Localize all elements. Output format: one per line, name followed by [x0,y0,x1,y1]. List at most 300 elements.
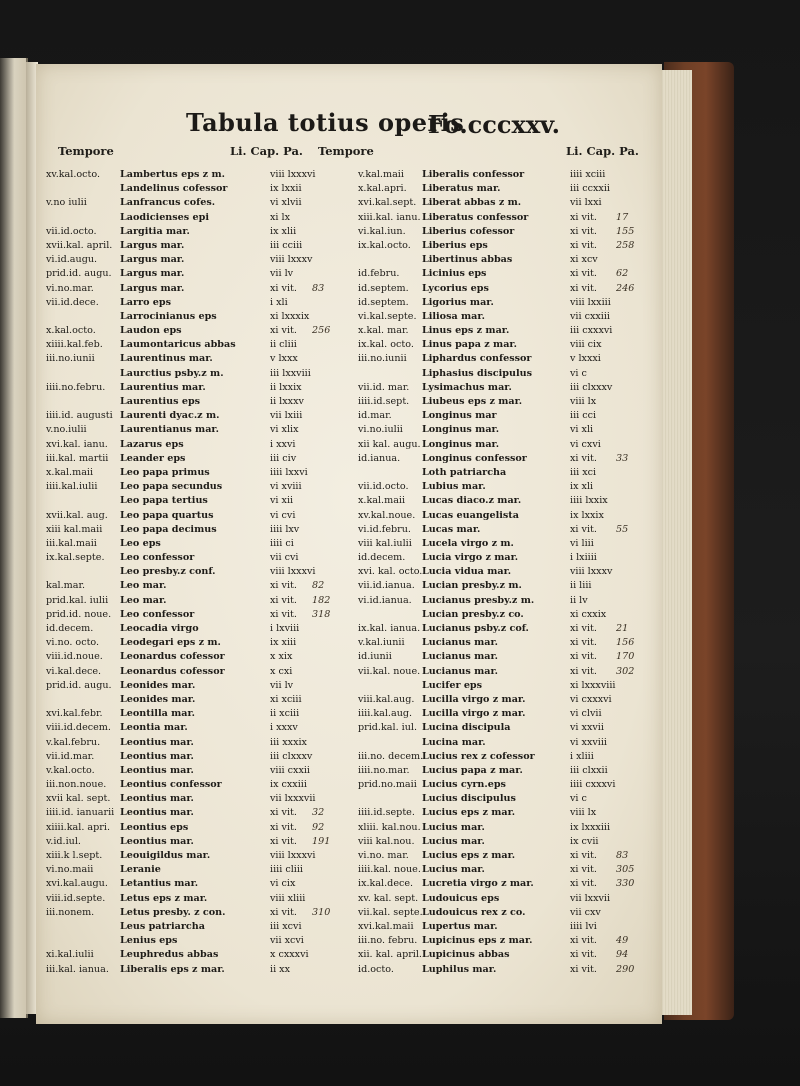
entry-name: Lucina discipula [422,722,511,734]
index-entry [46,267,351,281]
entry-reference: vi liii [570,537,594,549]
index-entry [358,282,654,296]
entry-reference: xi vit. [570,282,597,294]
entry-name: Larro eps [120,296,172,308]
index-entry [46,736,351,750]
entry-name: Laudon eps [120,325,182,337]
entry-date: vi.kal.iun. [358,225,406,237]
entry-reference: vi clvii [570,708,602,720]
left-header-lib-cap: Li. Cap. Pa. [230,144,303,158]
index-entry [358,665,654,679]
index-entry [358,310,654,324]
entry-name: Leontius mar. [120,793,194,805]
index-entry [46,764,351,778]
entry-name: Liberatus confessor [422,211,529,223]
entry-name: Ligorius mar. [422,296,494,308]
index-entry [358,892,654,906]
entry-date: vii.id.ianua. [358,580,415,592]
entry-leaf: 330 [616,878,635,890]
entry-name: Loth patriarcha [422,466,507,478]
entry-reference: viii lx [570,396,597,407]
entry-name: Leo eps [120,537,161,549]
entry-name: Leontius mar. [120,764,194,776]
index-entry [358,381,654,395]
index-entry [46,877,351,891]
entry-reference: x cxxxvi [270,949,309,961]
entry-reference: xi vit. [270,608,297,620]
index-entry [46,409,351,423]
entry-name: Lucian presby.z co. [422,608,524,620]
entry-reference: viii lxxxv [270,254,313,266]
entry-reference: ix lxxxiii [570,821,611,833]
folio-number: Fo.cccxxv. [428,110,561,139]
entry-leaf: 49 [616,935,629,947]
entry-date: xvi.kal.sept. [358,197,417,209]
entry-name: Lucretia virgo z mar. [422,878,534,890]
entry-name: Laumontaricus abbas [120,339,236,351]
entry-reference: i xxvi [270,438,296,450]
entry-date: iii.no.iunii [46,353,95,365]
entry-reference: xi vit. [270,821,297,833]
entry-date: xvi.kal.febr. [46,708,103,720]
index-entry [46,636,351,650]
entry-reference: viii xliii [270,892,306,904]
entry-date: prid.kal. iul. [358,722,418,734]
entry-name: Leontia mar. [120,722,188,734]
entry-date: ix.kal. ianua. [358,623,421,634]
entry-name: Liberius cofessor [422,225,515,237]
entry-date: ix.kal.septe. [46,552,105,564]
entry-name: Lupicinus eps z mar. [422,935,533,947]
entry-reference: viii lxxxv [570,566,613,578]
index-entry [46,423,351,437]
index-entry [46,906,351,920]
entry-leaf: 170 [616,651,635,663]
entry-reference: xi vit. [570,878,597,890]
index-entry [358,551,654,565]
index-entry [358,650,654,664]
entry-reference: ii lxxix [270,381,302,393]
entry-name: Lenius eps [120,935,178,947]
index-entry [358,480,654,494]
index-entry [358,182,654,196]
left-header-tempore: Tempore [58,144,114,158]
entry-reference: vii lxxxvii [270,793,316,805]
entry-leaf: 156 [616,637,635,649]
index-entry [358,622,654,636]
entry-reference: xi vit. [270,594,297,606]
entry-name: Laurentius mar. [120,381,206,393]
entry-name: Longinus mar. [422,438,500,450]
entry-date: vii.id.octo. [358,481,409,493]
entry-name: Leo presby.z conf. [120,566,216,578]
entry-date: v.id.iul. [46,835,81,847]
entry-name: Letantius mar. [120,878,199,890]
entry-date: iiii.kal. noue. [358,864,421,876]
entry-name: Leouigildus mar. [120,850,211,861]
entry-date: xvi. kal. octo. [358,566,423,578]
entry-name: Lucianus mar. [422,637,498,649]
entry-name: Largitia mar. [120,225,190,237]
entry-date: x.kal.maii [46,466,94,478]
index-entry [358,608,654,622]
index-entry [358,352,654,366]
entry-name: Letus eps z mar. [120,892,208,904]
entry-date: vii.id.mar. [46,750,95,762]
index-entry [46,296,351,310]
entry-name: Liphasius discipulus [422,367,532,379]
entry-date: iiii.no.febru. [46,381,106,393]
index-entry [358,693,654,707]
entry-reference: xi lx [270,211,291,223]
index-entry [358,438,654,452]
entry-date: prid.id. augu. [46,679,112,691]
entry-name: Leodegari eps z m. [120,637,221,649]
entry-date: prid.kal. iulii [46,594,109,606]
entry-name: Lucius mar. [422,864,485,876]
entry-name: Leo papa secundus [120,481,223,493]
index-entry [358,863,654,877]
entry-date: vii.id. mar. [358,381,410,393]
index-entry [358,267,654,281]
entry-reference: iiii lxxvi [270,466,308,478]
entry-leaf: 318 [312,608,331,620]
entry-date: id.octo. [358,963,394,975]
entry-name: Lucas mar. [422,523,481,535]
entry-reference: i xli [270,296,288,308]
entry-date: vi.kal.septe. [358,310,417,322]
entry-leaf: 94 [616,949,629,961]
index-entry [358,338,654,352]
index-entry [46,466,351,480]
entry-date: xi.kal.iulii [46,949,94,961]
entry-date: iiii.no.mar. [358,764,410,776]
entry-name: Lucia virgo z mar. [422,552,519,564]
entry-date: ix.kal.octo. [358,239,411,251]
entry-date: kal.mar. [46,580,86,592]
entry-date: x.kal.apri. [358,183,407,195]
entry-date: prid.no.maii [358,779,417,791]
entry-name: Lucela virgo z m. [422,537,514,549]
entry-name: Leo confessor [120,608,195,620]
entry-name: Largus mar. [120,239,185,251]
entry-name: Leonides mar. [120,679,196,691]
entry-reference: vi xviii [270,481,302,493]
entry-reference: viii lx [570,807,597,819]
entry-date: x.kal. mar. [358,325,409,337]
index-entry [46,650,351,664]
entry-date: vi.no. mar. [358,850,409,861]
entry-reference: iii clxxxv [270,750,313,762]
index-entry [46,778,351,792]
entry-name: Laurctius psby.z m. [120,367,224,379]
entry-reference: v lxxxi [570,353,601,365]
entry-reference: iiii xciii [570,169,606,180]
index-entry [358,877,654,891]
index-entry [358,736,654,750]
entry-date: vi.id.augu. [46,254,98,266]
entry-name: Liberatus mar. [422,183,501,195]
entry-name: Liberalis confessor [422,169,525,180]
entry-date: iii.kal. ianua. [46,963,109,975]
entry-date: vi.id.ianua. [358,594,412,606]
index-entry [46,594,351,608]
entry-date: vii.kal. septe. [358,906,423,918]
entry-reference: vi xii [270,495,294,507]
entry-reference: iii cciii [270,239,303,251]
entry-name: Licinius eps [422,268,487,280]
entry-reference: ix xlii [270,225,297,237]
entry-reference: viii lxxiii [570,296,611,308]
entry-name: Leontilla mar. [120,708,196,720]
index-entry [358,494,654,508]
entry-date: xiiii.kal. apri. [46,821,110,833]
entry-reference: xi vit. [570,963,597,975]
entry-date: id.decem. [358,552,406,564]
index-entry [46,665,351,679]
entry-name: Liliosa mar. [422,310,485,322]
entry-reference: xi vit. [570,211,597,223]
entry-reference: x xix [270,651,293,663]
entry-name: Lycorius eps [422,282,489,294]
entry-reference: vi cxxxvi [570,693,612,705]
index-entry [46,750,351,764]
index-entry [358,948,654,962]
entry-reference: vii cxv [570,906,601,918]
entry-leaf: 310 [312,906,331,918]
entry-name: Leranie [120,864,161,876]
index-entry [358,452,654,466]
entry-reference: xi vit. [570,268,597,280]
index-entry [358,423,654,437]
entry-reference: iii xcvi [270,920,302,932]
entry-name: Lucius eps z mar. [422,807,516,819]
entry-name: Larrocinianus eps [120,310,217,322]
entry-name: Lucianus mar. [422,665,498,677]
entry-name: Leo papa decimus [120,523,217,535]
entry-reference: vii lxiii [270,410,303,422]
entry-name: Lucius rex z cofessor [422,750,535,762]
entry-name: Leocadia virgo [120,623,199,634]
entry-name: Leo papa tertius [120,495,208,507]
entry-leaf: 191 [312,835,331,847]
index-entry [46,551,351,565]
index-entry [46,565,351,579]
entry-date: id.iunii [358,651,392,663]
entry-date: viii.id.decem. [46,722,111,734]
entry-reference: xi vit. [270,835,297,847]
entry-name: Lucianus presby.z m. [422,594,535,606]
index-entry [358,849,654,863]
entry-name: Longinus mar [422,410,497,422]
entry-leaf: 256 [312,325,331,337]
entry-reference: vi xxviii [570,736,607,748]
index-entry [358,792,654,806]
entry-name: Leontius mar. [120,835,194,847]
entry-date: v.no iulii [46,197,87,209]
entry-name: Longinus confessor [422,452,527,464]
index-entry [358,296,654,310]
entry-reference: xi vit. [570,623,597,634]
index-entry [46,196,351,210]
entry-reference: vi cix [270,878,296,890]
index-entry [46,835,351,849]
entry-date: v.kal.octo. [46,764,95,776]
entry-name: Leontius mar. [120,736,194,748]
entry-name: Lucia vidua mar. [422,566,512,578]
entry-leaf: 82 [312,580,325,592]
entry-name: Laodicienses epi [120,211,209,223]
entry-date: vi.no.iulii [358,424,403,436]
index-entry [46,707,351,721]
index-entry [358,821,654,835]
entry-date: vi.no.mar. [46,282,94,294]
entry-name: Linus eps z mar. [422,325,510,337]
index-entry [46,693,351,707]
entry-date: xvi.kal.augu. [46,878,108,890]
right-header-tempore: Tempore [318,144,374,158]
entry-reference: iii cxxxvi [570,325,613,337]
index-entry [46,622,351,636]
entry-reference: xi vit. [270,325,297,337]
entry-reference: vii lxxvii [570,892,611,904]
entry-date: xv.kal.octo. [46,169,101,180]
entry-date: vi.no. octo. [46,637,100,649]
entry-name: Libertinus abbas [422,254,513,266]
entry-reference: vii lv [270,268,294,280]
entry-reference: vi xlvii [270,197,302,209]
entry-date: viii kal.nou. [358,835,415,847]
index-entry [358,778,654,792]
index-entry [358,764,654,778]
entry-reference: xi vit. [570,651,597,663]
entry-date: iiii.id. augusti [46,410,113,422]
index-entry [358,324,654,338]
entry-name: Lubius mar. [422,481,486,493]
entry-reference: xi vit. [570,637,597,649]
entry-name: Leontius eps [120,821,189,833]
entry-leaf: 290 [616,963,635,975]
index-entry [46,821,351,835]
index-entry [46,806,351,820]
entry-name: Leander eps [120,452,186,464]
entry-reference: viii lxxxvi [270,566,316,578]
entry-reference: iii clxxii [570,764,608,776]
entry-reference: iii xxxix [270,736,307,748]
entry-name: Leo papa primus [120,466,210,478]
entry-reference: xi vit. [270,580,297,592]
entry-name: Ludouicus rex z co. [422,906,526,918]
index-entry [46,509,351,523]
index-entry [46,579,351,593]
index-entry [358,239,654,253]
entry-reference: xi vit. [270,807,297,819]
entry-name: Linus papa z mar. [422,339,517,351]
index-entry [358,537,654,551]
entry-name: Leus patriarcha [120,920,205,932]
facing-page-edge [0,58,28,1018]
entry-date: xiii.k l.sept. [46,850,103,861]
page-title: Tabula totius operis [186,108,465,137]
index-entry [358,253,654,267]
entry-date: iiii.id.sept. [358,396,410,407]
entry-reference: vii cvi [270,552,299,564]
entry-date: iii.kal.maii [46,537,97,549]
entry-date: xv. kal. sept. [358,892,419,904]
index-entry [46,381,351,395]
index-entry [46,849,351,863]
entry-reference: vii xcvi [270,935,304,947]
index-entry [46,537,351,551]
entry-date: iiii.kal.iulii [46,481,98,493]
entry-reference: ix xiii [270,637,297,649]
entry-leaf: 258 [616,239,635,251]
entry-name: Lucius mar. [422,835,485,847]
entry-reference: ii xx [270,963,291,975]
entry-reference: ii lxxxv [270,396,304,407]
entry-leaf: 33 [616,452,629,464]
entry-reference: viii cxxii [270,764,311,776]
entry-leaf: 62 [616,268,629,280]
entry-date: vii.kal. noue. [358,665,421,677]
entry-reference: xi lxxxix [270,310,310,322]
entry-name: Leo mar. [120,580,167,592]
entry-name: Liubeus eps z mar. [422,396,523,407]
entry-reference: iii ccxxii [570,183,610,195]
entry-reference: vi cxvi [570,438,601,450]
entry-name: Liberalis eps z mar. [120,963,225,975]
index-entry [46,792,351,806]
entry-reference: ii liii [570,580,592,592]
index-entry [46,338,351,352]
entry-name: Lupertus mar. [422,920,498,932]
entry-date: id.septem. [358,282,409,294]
index-entry [358,211,654,225]
index-entry [358,367,654,381]
entry-date: ix.kal.dece. [358,878,414,890]
right-header-lib-cap: Li. Cap. Pa. [566,144,639,158]
index-entry [358,579,654,593]
index-entry [358,565,654,579]
entry-date: xvii.kal. april. [46,239,113,251]
index-entry [46,182,351,196]
index-entry [358,806,654,820]
index-entry [358,196,654,210]
entry-name: Lucifer eps [422,679,483,691]
index-entry [46,367,351,381]
index-entry [358,906,654,920]
entry-name: Liphardus confessor [422,353,532,365]
entry-leaf: 32 [312,807,325,819]
entry-name: Leonardus cofessor [120,651,225,663]
entry-name: Lysimachus mar. [422,381,512,393]
index-entry [46,225,351,239]
index-entry [46,892,351,906]
entry-date: vii.id.dece. [46,296,99,308]
index-entry [46,480,351,494]
entry-reference: ix lxxix [570,509,604,521]
entry-reference: xi vit. [570,523,597,535]
entry-reference: vi cvi [270,509,296,521]
entry-name: Lanfrancus cofes. [120,197,216,209]
entry-date: iii.kal. martii [46,452,109,464]
index-entry [46,282,351,296]
index-entry [46,920,351,934]
index-entry [358,509,654,523]
entry-reference: xi vit. [570,452,597,464]
entry-reference: xi xcv [570,254,598,266]
entry-date: xliii. kal.nou. [358,821,421,833]
